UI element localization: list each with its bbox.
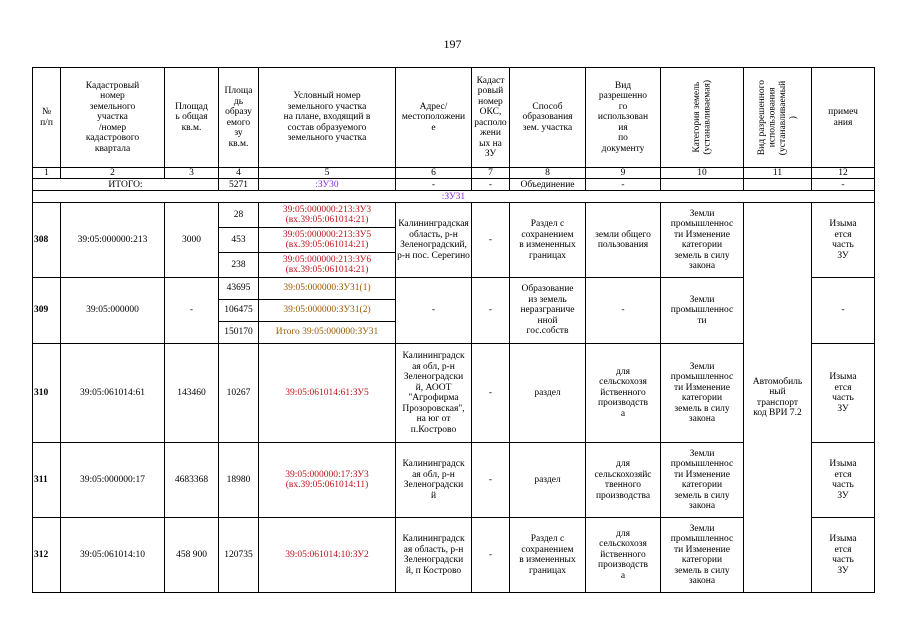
cadastral-number: 39:05:000000	[61, 278, 165, 344]
header-notes: примеч ания	[812, 68, 875, 168]
total-area-value: 143460	[165, 344, 219, 443]
group-title: :ЗУ31	[33, 191, 875, 203]
part-zu-number: 39:05:000000:ЗУ31(1)	[259, 278, 396, 300]
oks-number: -	[472, 203, 510, 278]
column-number: 9	[586, 168, 661, 179]
total-area-value: -	[165, 278, 219, 344]
total-zu: :ЗУ30	[259, 179, 396, 191]
column-number: 3	[165, 168, 219, 179]
formation-method: Раздел с сохранением в измененных границах	[510, 518, 586, 593]
part-area: 106475	[219, 300, 259, 322]
total-row	[33, 179, 875, 191]
header-permitted-use-new: Вид разрешенного использования (устанавливаемый )	[756, 79, 798, 156]
oks-number: -	[472, 443, 510, 518]
column-number: 2	[61, 168, 165, 179]
total-area: 5271	[219, 179, 259, 191]
formation-method: раздел	[510, 443, 586, 518]
cadastral-number: 39:05:000000:213	[61, 203, 165, 278]
address: Калининградск ая область, р-н Зеленоградски й, п Кострово	[396, 518, 472, 593]
column-number: 6	[396, 168, 472, 179]
total-method: Объединение	[510, 179, 586, 191]
total-area-value: 3000	[165, 203, 219, 278]
permitted-use-doc: земли общего пользования	[586, 203, 661, 278]
header-row	[33, 68, 875, 168]
part-area: 453	[219, 228, 259, 253]
land-category: Земли промышленнос ти Изменение категории земель в силу закона	[661, 518, 744, 593]
header-num: № п/п	[33, 68, 61, 168]
header-land-category: Категория земель (устанавливаемая)	[691, 80, 712, 155]
page-number: 197	[443, 37, 462, 51]
total-category	[661, 179, 744, 191]
header-land-category-cell	[661, 68, 744, 168]
part-area: 28	[219, 203, 259, 228]
land-category: Земли промышленнос ти Изменение категории земель в силу закона	[661, 443, 744, 518]
part-area: 43695	[219, 278, 259, 300]
column-number: 7	[472, 168, 510, 179]
total-label: ИТОГО:	[33, 179, 219, 191]
formation-method: Раздел с сохранением в измененных границах	[510, 203, 586, 278]
row-number: 312	[33, 518, 61, 593]
permitted-use-new: Автомобиль ный транспорт код ВРИ 7.2	[744, 203, 812, 593]
total-area-value: 458 900	[165, 518, 219, 593]
total-oks: -	[472, 179, 510, 191]
column-number-row	[33, 168, 875, 179]
part-zu-number: 39:05:000000:213:ЗУ3 (вх.39:05:061014:21)	[259, 203, 396, 228]
header-total-area: Площад ь общая кв.м.	[165, 68, 219, 168]
address: Калининградск ая обл, р-н Зеленоградски й	[396, 443, 472, 518]
permitted-use-doc: -	[586, 278, 661, 344]
part-area: 150170	[219, 322, 259, 344]
column-number: 5	[259, 168, 396, 179]
column-number: 4	[219, 168, 259, 179]
column-number: 10	[661, 168, 744, 179]
header-formed-area: Площа дь образу емого зу кв.м.	[219, 68, 259, 168]
header-oks: Кадаст ровый номер ОКС, располо жени ых на ЗУ	[472, 68, 510, 168]
address: Калининградск ая обл, р-н Зеленоградски й, АООТ "Агрофирма Прозоровская", на юг от п.Кострово	[396, 344, 472, 443]
row-number: 308	[33, 203, 61, 278]
permitted-use-doc: для сельскохозяйс твенного производства	[586, 443, 661, 518]
part-area: 120735	[219, 518, 259, 593]
cadastral-number: 39:05:061014:61	[61, 344, 165, 443]
total-vri-doc: -	[586, 179, 661, 191]
oks-number: -	[472, 518, 510, 593]
cadastral-number: 39:05:000000:17	[61, 443, 165, 518]
table-row	[33, 203, 875, 228]
part-zu-number: Итого 39:05:000000:ЗУ31	[259, 322, 396, 344]
part-zu-number: 39:05:000000:213:ЗУ6 (вх.39:05:061014:21)	[259, 253, 396, 278]
part-zu-number: 39:05:000000:ЗУ31(2)	[259, 300, 396, 322]
note: Изыма ется часть ЗУ	[812, 443, 875, 518]
header-permitted-use-new-cell	[744, 68, 812, 168]
row-number: 311	[33, 443, 61, 518]
total-note: -	[812, 179, 875, 191]
note: Изыма ется часть ЗУ	[812, 203, 875, 278]
row-number: 309	[33, 278, 61, 344]
note: Изыма ется часть ЗУ	[812, 518, 875, 593]
total-address: -	[396, 179, 472, 191]
header-cadastral: Кадастровый номер земельного участка /номер кадастрового квартала	[61, 68, 165, 168]
column-number: 12	[812, 168, 875, 179]
column-number: 1	[33, 168, 61, 179]
part-zu-number: 39:05:061014:10:ЗУ2	[259, 518, 396, 593]
formation-method: Образование из земель неразграниче нной гос.собств	[510, 278, 586, 344]
note: Изыма ется часть ЗУ	[812, 344, 875, 443]
column-number: 11	[744, 168, 812, 179]
address: -	[396, 278, 472, 344]
land-category: Земли промышленнос ти	[661, 278, 744, 344]
header-permitted-use-doc: Вид разрешенно го использован ия по документу	[586, 68, 661, 168]
part-area: 10267	[219, 344, 259, 443]
header-conditional-number: Условный номер земельного участка на плане, входящий в состав образуемого земельного участка	[259, 68, 396, 168]
total-area-value: 4683368	[165, 443, 219, 518]
land-category: Земли промышленнос ти Изменение категории земель в силу закона	[661, 203, 744, 278]
header-address: Адрес/ местоположени е	[396, 68, 472, 168]
part-area: 18980	[219, 443, 259, 518]
formation-method: раздел	[510, 344, 586, 443]
part-area: 238	[219, 253, 259, 278]
group-title-row	[33, 191, 875, 203]
header-formation-method: Способ образования зем. участка	[510, 68, 586, 168]
land-register-table	[32, 67, 875, 593]
part-zu-number: 39:05:061014:61:ЗУ5	[259, 344, 396, 443]
oks-number: -	[472, 278, 510, 344]
part-zu-number: 39:05:000000:213:ЗУ5 (вх.39:05:061014:21)	[259, 228, 396, 253]
note: -	[812, 278, 875, 344]
permitted-use-doc: для сельскохозя йственного производств а	[586, 344, 661, 443]
row-number: 310	[33, 344, 61, 443]
part-zu-number: 39:05:000000:17:ЗУ3 (вх.39:05:061014:11)	[259, 443, 396, 518]
cadastral-number: 39:05:061014:10	[61, 518, 165, 593]
total-vri-new	[744, 179, 812, 191]
oks-number: -	[472, 344, 510, 443]
land-category: Земли промышленнос ти Изменение категории земель в силу закона	[661, 344, 744, 443]
permitted-use-doc: для сельскохозя йственного производств а	[586, 518, 661, 593]
column-number: 8	[510, 168, 586, 179]
address: Калининградская область, р-н Зеленоградский, р-н пос. Серегино	[396, 203, 472, 278]
